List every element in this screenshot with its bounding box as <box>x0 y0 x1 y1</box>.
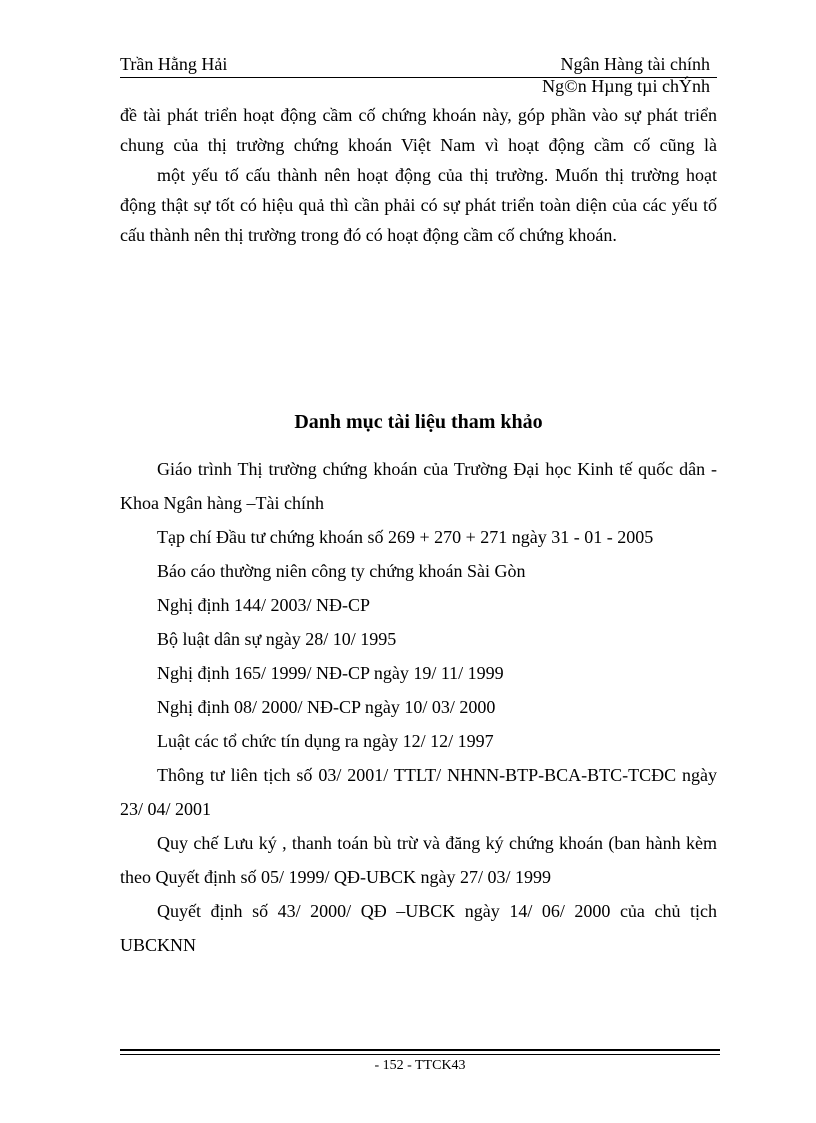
reference-item: Quy chế Lưu ký , thanh toán bù trừ và đăng ký chứng khoán (ban hành kèm theo Quyết định số 05/ 1999/ QĐ-UBCK ngày 27/ 03/ 1999 <box>120 833 717 887</box>
reference-item: Nghị định 165/ 1999/ NĐ-CP ngày 19/ 11/ 1999 <box>157 663 504 683</box>
reference-list <box>120 452 717 962</box>
footer-rule-thick <box>120 1049 720 1051</box>
reference-item: Quyết định số 43/ 2000/ QĐ –UBCK ngày 14/ 06/ 2000 của chủ tịch UBCKNN <box>120 901 717 955</box>
reference-item: Thông tư liên tịch số 03/ 2001/ TTLT/ NHNN-BTP-BCA-BTC-TCĐC ngày 23/ 04/ 2001 <box>120 765 717 819</box>
reference-item: Nghị định 144/ 2003/ NĐ-CP <box>157 595 371 615</box>
header-subject: Ngân Hàng tài chính <box>560 54 710 74</box>
intro-paragraph-2: một yếu tố cấu thành nên hoạt động của thị trường. Muốn thị trường hoạt động thật sự tốt có hiệu quả thì cần phải có sự phát triển toàn diện của các yếu tố cấu thành nên thị trường trong đó có hoạt động cầm cố chứng khoán. <box>120 165 717 245</box>
header-author: Trần Hằng Hải <box>120 54 228 74</box>
intro-text <box>120 100 717 250</box>
reference-item: Nghị định 08/ 2000/ NĐ-CP ngày 10/ 03/ 2000 <box>157 697 496 717</box>
header-subject-garbled: Ng©n Hµng tµi chÝnh <box>542 76 710 96</box>
reference-item: Báo cáo thường niên công ty chứng khoán Sài Gòn <box>157 561 526 581</box>
reference-item: Tạp chí Đầu tư chứng khoán số 269 + 270 + 271 ngày 31 - 01 - 2005 <box>157 527 654 547</box>
page-number: - 152 - TTCK43 <box>374 1058 466 1073</box>
intro-paragraph-1: đề tài phát triển hoạt động cầm cố chứng khoán này, góp phần vào sự phát triển chung của thị trường chứng khoán Việt Nam vì hoạt động cầm cố cũng là <box>120 105 717 155</box>
reference-item: Giáo trình Thị trường chứng khoán của Trường Đại học Kinh tế quốc dân - Khoa Ngân hàng –Tài chính <box>120 459 717 513</box>
reference-item: Luật các tổ chức tín dụng ra ngày 12/ 12/ 1997 <box>157 731 494 751</box>
reference-item: Bộ luật dân sự ngày 28/ 10/ 1995 <box>157 629 397 649</box>
footer-rule-thin <box>120 1054 720 1055</box>
section-title: Danh mục tài liệu tham khảo <box>294 411 543 433</box>
